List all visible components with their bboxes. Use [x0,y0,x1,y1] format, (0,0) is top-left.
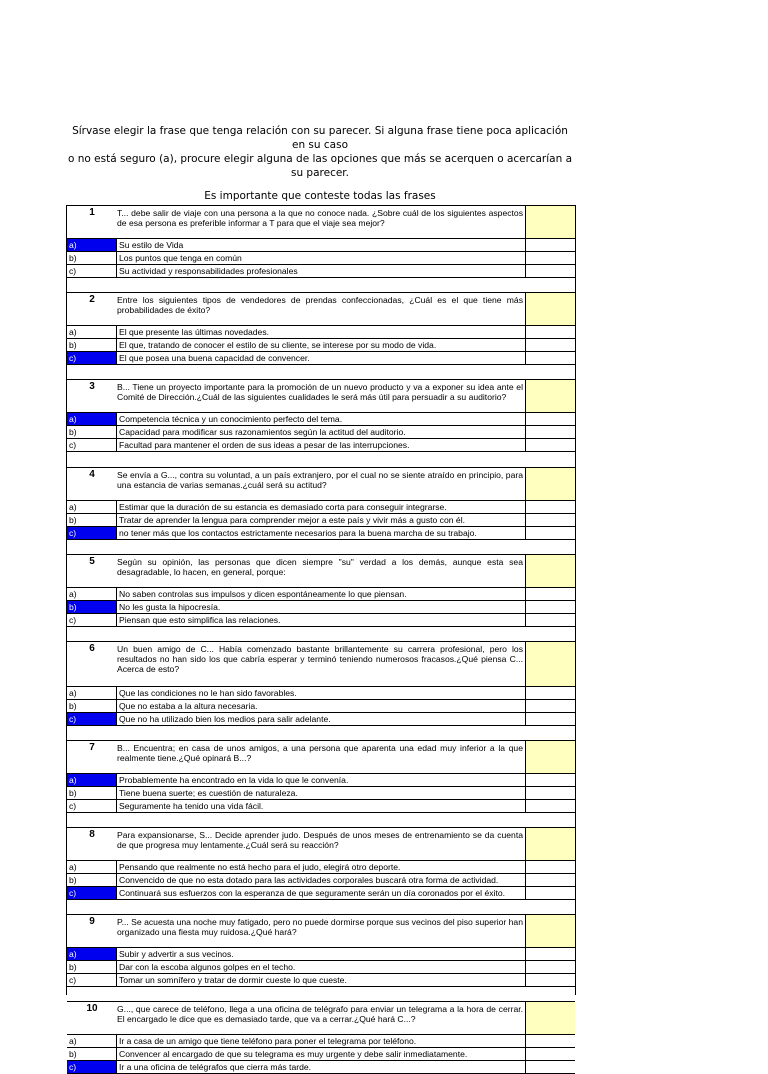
instructions-line-3: Es importante que conteste todas las frases [204,190,436,202]
option-text: Convencido de que no esta dotado para las actividades corporales buscará otra forma de actividad. [117,874,526,886]
option-row[interactable] [67,264,575,277]
option-letter[interactable]: a) [67,1035,117,1047]
answer-cell[interactable] [525,828,575,860]
option-letter[interactable]: b) [67,700,117,712]
option-letter[interactable]: b) [67,961,117,973]
option-letter-selected[interactable]: c) [67,1061,117,1073]
option-text: Continuará sus esfuerzos con la esperanza de que seguramente serán un día coronados por el éxito. [117,887,526,899]
option-text: Que las condiciones no le han sido favorables. [117,687,526,699]
answer-cell[interactable] [525,741,575,773]
option-row[interactable] [67,338,575,351]
option-text: Su estilo de Vida [117,239,526,251]
option-row[interactable] [67,351,575,364]
option-text: Piensan que esto simplifica las relaciones. [117,614,526,626]
option-row[interactable] [67,699,575,712]
option-row[interactable] [67,799,575,812]
option-text: Subir y advertir a sus vecinos. [117,948,526,960]
answer-cell[interactable] [525,915,575,947]
question-block [67,914,575,1001]
option-text: Tratar de aprender la lengua para comprender mejor a este país y vivir más a gusto con él. [117,514,526,526]
option-row[interactable] [67,251,575,264]
option-row[interactable] [67,947,575,960]
option-text: El que presente las últimas novedades. [117,326,526,338]
option-row[interactable] [67,1060,575,1073]
question-number: 4 [89,469,95,480]
question-block [67,292,575,379]
option-row[interactable] [67,712,575,725]
question-block [67,205,575,292]
question-block [67,467,575,554]
option-letter[interactable]: a) [67,588,117,600]
option-row[interactable] [67,325,575,338]
option-letter[interactable]: c) [67,265,117,277]
option-letter-selected[interactable]: c) [67,713,117,725]
option-letter[interactable]: c) [67,974,117,986]
question-text: T... debe salir de viaje con una persona a la que no conoce nada. ¿Sobre cuál de los siguientes aspectos de esa persona es preferible informar a T para que el viaje sea mejor? [117,208,523,229]
option-text: Tomar un somnífero y tratar de dormir cueste lo que cueste. [117,974,526,986]
answer-cell[interactable] [525,293,575,325]
answer-cell[interactable] [525,642,575,686]
option-letter-selected[interactable]: a) [67,774,117,786]
option-letter-selected[interactable]: b) [67,601,117,613]
question-block [67,827,575,914]
option-row[interactable] [67,973,575,986]
question-number: 3 [89,381,95,392]
option-letter-selected[interactable]: a) [67,413,117,425]
question-block [67,554,575,641]
option-letter[interactable]: a) [67,501,117,513]
question-text: G..., que carece de teléfono, llega a una oficina de telégrafo para enviar un telegrama a la hora de cerrar. El encargado le dice que es demasiado tarde, que va a cerrar.¿Qué hará C...? [117,1004,523,1025]
option-letter[interactable]: b) [67,787,117,799]
option-text: No saben controlas sus impulsos y dicen espontáneamente lo que piensan. [117,588,526,600]
option-text: Ir a casa de un amigo que tiene teléfono para poner el telegrama por teléfono. [117,1035,526,1047]
option-text: Facultad para mantener el orden de sus ideas a pesar de las interrupciones. [117,439,526,451]
question-text: Para expansionarse, S... Decide aprender judo. Después de unos meses de entrenamiento se da cuenta de que progresa muy lentamente.¿Cuál será su reacción? [117,830,523,851]
question-number: 2 [89,294,95,305]
option-text: Capacidad para modificar sus razonamientos según la actitud del auditorio. [117,426,526,438]
option-text: Competencia técnica y un conocimiento perfecto del tema. [117,413,526,425]
option-row[interactable] [67,873,575,886]
question-block [67,1001,575,1074]
option-text: Probablemente ha encontrado en la vida lo que le convenía. [117,774,526,786]
option-row[interactable] [67,412,575,425]
option-letter[interactable]: a) [67,326,117,338]
question-text: P... Se acuesta una noche muy fatigado, pero no puede dormirse porque sus vecinos del piso superior han organizado una fiesta muy ruidosa.¿Qué hará? [117,917,523,938]
option-row[interactable] [67,600,575,613]
option-row[interactable] [67,1047,575,1060]
option-letter[interactable]: b) [67,1048,117,1060]
option-text: Pensando que realmente no está hecho para el judo, elegirá otro deporte. [117,861,526,873]
option-row[interactable] [67,425,575,438]
option-row[interactable] [67,886,575,899]
question-text: Entre los siguientes tipos de vendedores de prendas confeccionadas, ¿Cuál es el que tiene más probabilidades de éxito? [117,295,523,316]
question-number: 6 [89,643,95,654]
question-text: Se envía a G..., contra su voluntad, a un país extranjero, por el cual no se siente atraído en principio, para una estancia de varias semanas.¿cuál será su actitud? [117,470,523,491]
question-text: B... Encuentra; en casa de unos amigos, a una persona que aparenta una edad muy inferior a la que realmente tiene.¿Qué opinará B...? [117,743,523,764]
option-text: Que no estaba a la altura necesaria. [117,700,526,712]
option-row[interactable] [67,500,575,513]
question-text: Un buen amigo de C... Había comenzado bastante brillantemente su carrera profesional, pero los resultados no han sido los que cabría esperar y terminó teniendo numerosos fracasos.¿Qué piensa C... Acerca de esto? [117,644,523,675]
option-letter[interactable]: b) [67,252,117,264]
option-text: Tiene buena suerte; es cuestión de naturaleza. [117,787,526,799]
option-letter[interactable]: b) [67,339,117,351]
option-row[interactable] [67,587,575,600]
question-block [67,641,575,740]
option-row[interactable] [67,773,575,786]
instructions-line-2: o no está seguro (a), procure elegir alguna de las opciones que más se acerquen o acercarían a su parecer. [67,153,573,179]
option-letter-selected[interactable]: c) [67,352,117,364]
option-letter[interactable]: c) [67,800,117,812]
option-letter[interactable]: a) [67,687,117,699]
question-number: 10 [86,1003,98,1014]
option-letter[interactable]: b) [67,514,117,526]
option-letter[interactable]: c) [67,614,117,626]
option-text: Que no ha utilizado bien los medios para salir adelante. [117,713,526,725]
question-number: 1 [89,207,95,218]
answer-cell[interactable] [525,206,575,238]
instructions-line-1: Sírvase elegir la frase que tenga relación con su parecer. Si alguna frase tiene poca aplicación en su caso [72,125,568,151]
option-row[interactable] [67,686,575,699]
option-text: no tener más que los contactos estrictamente necesarios para la buena marcha de su trabajo. [117,527,526,539]
option-text: Ir a una oficina de telégrafos que cierra más tarde. [117,1061,526,1073]
option-letter-selected[interactable]: c) [67,527,117,539]
option-letter-selected[interactable]: a) [67,948,117,960]
answer-cell[interactable] [525,380,575,412]
option-row[interactable] [67,860,575,873]
option-text: El que posea una buena capacidad de convencer. [117,352,526,364]
option-text: Dar con la escoba algunos golpes en el techo. [117,961,526,973]
answer-cell[interactable] [525,468,575,500]
option-row[interactable] [67,513,575,526]
question-block [67,740,575,827]
option-row[interactable] [67,960,575,973]
option-row[interactable] [67,786,575,799]
option-text: Seguramente ha tenido una vida fácil. [117,800,526,812]
question-block [67,379,575,467]
option-row[interactable] [67,238,575,251]
option-text: Estimar que la duración de su estancia es demasiado corta para conseguir integrarse. [117,501,526,513]
option-letter[interactable]: b) [67,874,117,886]
option-text: Su actividad y responsabilidades profesionales [117,265,526,277]
option-row[interactable] [67,438,575,451]
question-text: Según su opinión, las personas que dicen siempre "su" verdad a los demás, aunque esta sea desagradable, lo hacen, en general, porque: [117,557,523,578]
option-letter[interactable]: c) [67,439,117,451]
option-row[interactable] [67,526,575,539]
question-number: 8 [89,829,95,840]
option-text: No les gusta la hipocresía. [117,601,526,613]
question-text: B... Tiene un proyecto importante para la promoción de un nuevo producto y va a exponer su idea ante el Comité de Dirección.¿Cuál de las siguientes cualidades le será más útil para persuadir a su auditorio? [117,382,523,403]
option-letter-selected[interactable]: c) [67,887,117,899]
option-text: Convencer al encargado de que su telegrama es muy urgente y debe salir inmediatamente. [117,1048,526,1060]
question-number: 9 [89,916,95,927]
option-text: Los puntos que tenga en común [117,252,526,264]
answer-cell[interactable] [525,1002,575,1034]
option-row[interactable] [67,1034,575,1047]
option-text: El que, tratando de conocer el estilo de su cliente, se interese por su modo de vida. [117,339,526,351]
question-number: 5 [89,556,95,567]
option-letter[interactable]: a) [67,861,117,873]
questionnaire-sheet [66,205,576,1072]
question-number: 7 [89,742,95,753]
option-letter[interactable]: b) [67,426,117,438]
option-letter-selected[interactable]: a) [67,239,117,251]
instructions [66,124,574,203]
answer-cell[interactable] [525,555,575,587]
option-row[interactable] [67,613,575,626]
